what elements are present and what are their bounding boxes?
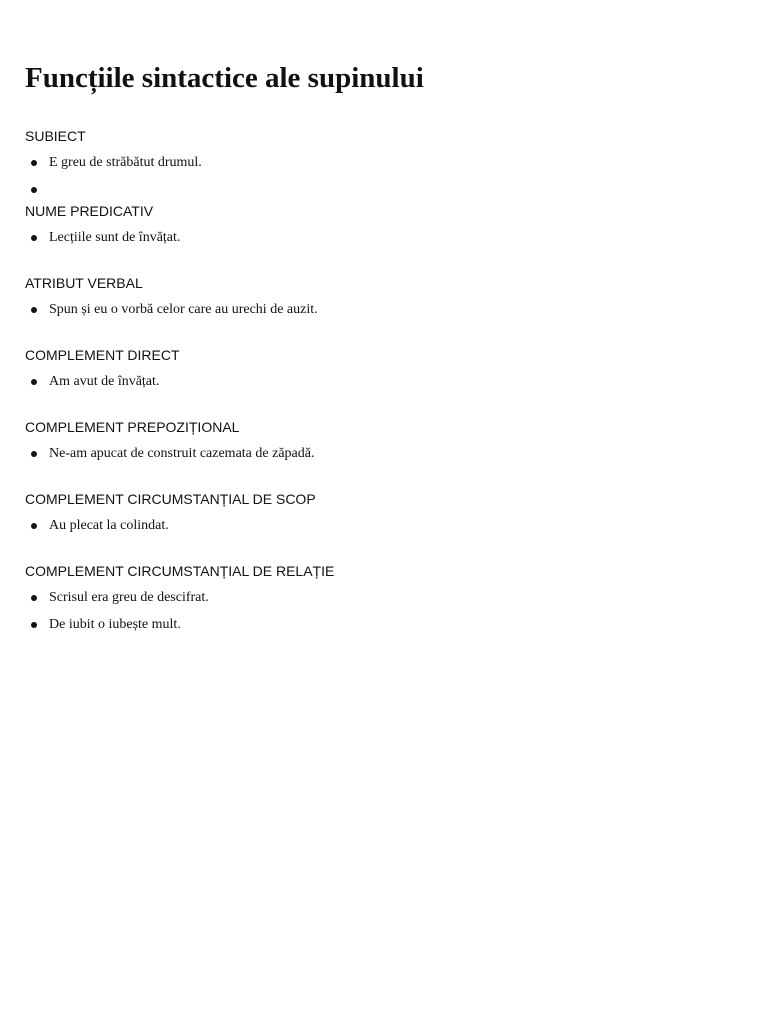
example-list (25, 368, 748, 395)
section-complement-prepozitional (25, 419, 748, 467)
bullet-icon (31, 379, 37, 385)
section-heading: SUBIECT (25, 128, 86, 144)
example-item (25, 296, 748, 323)
example-list (25, 584, 748, 638)
section-heading: ATRIBUT VERBAL (25, 275, 143, 291)
section-heading: COMPLEMENT CIRCUMSTANȚIAL DE SCOP (25, 491, 316, 507)
section-heading: NUME PREDICATIV (25, 203, 154, 219)
example-item (25, 149, 748, 176)
sections-list (25, 128, 748, 638)
example-item (25, 176, 748, 203)
bullet-icon (31, 523, 37, 529)
bullet-icon (31, 187, 37, 193)
example-text: Ne-am apucat de construit cazemata de zăpadă. (49, 446, 315, 461)
example-text: De iubit o iubește mult. (49, 617, 181, 632)
example-text: Au plecat la colindat. (49, 518, 169, 533)
section-complement-circumstantial-relatie (25, 563, 748, 638)
example-list (25, 224, 748, 251)
example-list (25, 440, 748, 467)
example-list (25, 296, 748, 323)
bullet-icon (31, 307, 37, 313)
example-item (25, 611, 748, 638)
example-text: Lecțiile sunt de învățat. (49, 230, 181, 245)
section-atribut-verbal (25, 275, 748, 323)
bullet-icon (31, 160, 37, 166)
example-list (25, 512, 748, 539)
example-text: Scrisul era greu de descifrat. (49, 590, 209, 605)
example-item (25, 224, 748, 251)
example-item (25, 584, 748, 611)
bullet-icon (31, 595, 37, 601)
section-complement-direct (25, 347, 748, 395)
section-subiect (25, 128, 748, 203)
section-complement-circumstantial-scop (25, 491, 748, 539)
example-text: Am avut de învățat. (49, 374, 160, 389)
example-list (25, 149, 748, 203)
example-text: E greu de străbătut drumul. (49, 155, 202, 170)
section-heading: COMPLEMENT CIRCUMSTANȚIAL DE RELAȚIE (25, 563, 335, 579)
document-page (25, 60, 748, 662)
bullet-icon (31, 622, 37, 628)
section-heading: COMPLEMENT PREPOZIȚIONAL (25, 419, 240, 435)
example-item (25, 368, 748, 395)
example-text: Spun și eu o vorbă celor care au urechi de auzit. (49, 302, 318, 317)
page-title: Funcțiile sintactice ale supinului (25, 62, 424, 94)
section-heading: COMPLEMENT DIRECT (25, 347, 180, 363)
example-item (25, 440, 748, 467)
section-nume-predicativ (25, 203, 748, 251)
bullet-icon (31, 235, 37, 241)
example-item (25, 512, 748, 539)
bullet-icon (31, 451, 37, 457)
